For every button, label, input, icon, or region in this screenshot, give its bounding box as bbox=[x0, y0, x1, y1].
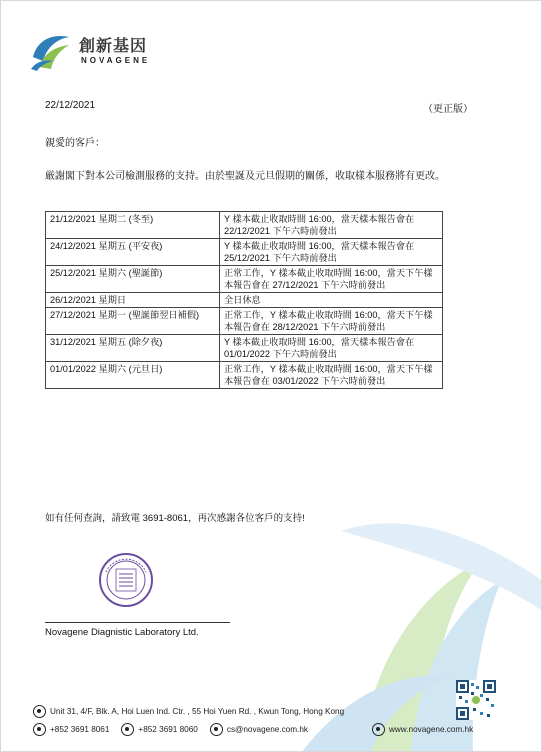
greeting: 親愛的客戶： bbox=[45, 138, 105, 149]
footer-address-row bbox=[33, 705, 344, 718]
footer-contact-row bbox=[33, 723, 485, 736]
web-icon bbox=[372, 723, 385, 736]
company-stamp bbox=[98, 552, 154, 608]
qr-code bbox=[456, 680, 496, 720]
schedule-note-cell: 全日休息 bbox=[220, 293, 443, 308]
brand-name-chinese: 創新基因 bbox=[79, 36, 148, 55]
email-icon bbox=[210, 723, 223, 736]
intro-paragraph: 厳謝閣下對本公司檢測服務的支持。由於聖誕及元旦假期的關係，收取樣本服務將有更改。 bbox=[45, 171, 445, 182]
table-row bbox=[46, 335, 443, 362]
revised-label: （更正版） bbox=[423, 104, 473, 115]
table-row bbox=[46, 293, 443, 308]
table-row bbox=[46, 266, 443, 293]
letter-date: 22/12/2021 bbox=[45, 100, 96, 111]
schedule-date-cell: 27/12/2021 星期一 (聖誕節翌日補假) bbox=[46, 308, 220, 335]
schedule-date-cell: 26/12/2021 星期日 bbox=[46, 293, 220, 308]
footer-address: Unit 31, 4/F, Blk. A, Hoi Luen Ind. Ctr. , 55 Hoi Yuen Rd. , Kwun Tong, Hong Kong bbox=[50, 707, 345, 716]
table-row bbox=[46, 362, 443, 389]
fax-icon bbox=[121, 723, 134, 736]
location-icon bbox=[33, 705, 46, 718]
footer-phone: +852 3691 8061 bbox=[50, 725, 110, 734]
contact-line: 如有任何查詢，請致電 3691-8061，再次感謝各位客戶的支持! bbox=[45, 513, 305, 524]
table-row bbox=[46, 212, 443, 239]
schedule-note-cell: Y 樣本截止收取時間 16:00，當天樣本報告會在 25/12/2021 下午六時前發出 bbox=[220, 239, 443, 266]
footer-email: cs@novagene.com.hk bbox=[226, 725, 308, 734]
table-row bbox=[46, 308, 443, 335]
table-row bbox=[46, 239, 443, 266]
signature-line bbox=[45, 622, 230, 623]
holiday-schedule-table bbox=[45, 211, 443, 389]
schedule-note-cell: 正常工作，Y 樣本截止收取時間 16:00，當天下午樣本報告會在 27/12/2021 下午六時前發出 bbox=[220, 266, 443, 293]
schedule-note-cell: 正常工作，Y 樣本截止收取時間 16:00，當天下午樣本報告會在 28/12/2021 下午六時前發出 bbox=[220, 308, 443, 335]
schedule-note-cell: 正常工作，Y 樣本截止收取時間 16:00，當天下午樣本報告會在 03/01/2022 下午六時前發出 bbox=[220, 362, 443, 389]
phone-icon bbox=[33, 723, 46, 736]
schedule-date-cell: 01/01/2022 星期六 (元旦日) bbox=[46, 362, 220, 389]
footer-fax: +852 3691 8060 bbox=[138, 725, 198, 734]
schedule-date-cell: 31/12/2021 星期五 (除夕夜) bbox=[46, 335, 220, 362]
schedule-date-cell: 25/12/2021 星期六 (聖誕節) bbox=[46, 266, 220, 293]
schedule-date-cell: 21/12/2021 星期二 (冬至) bbox=[46, 212, 220, 239]
schedule-note-cell: Y 樣本截止收取時間 16:00，當天樣本報告會在 01/01/2022 下午六時前發出 bbox=[220, 335, 443, 362]
brand-name-english: NOVAGENE bbox=[81, 56, 151, 65]
schedule-note-cell: Y 樣本截止收取時間 16:00，當天樣本報告會在 22/12/2021 下午六時前發出 bbox=[220, 212, 443, 239]
schedule-date-cell: 24/12/2021 星期五 (平安夜) bbox=[46, 239, 220, 266]
company-logo bbox=[29, 27, 179, 75]
logo-mark-icon bbox=[29, 27, 75, 73]
footer-website: www.novagene.com.hk bbox=[388, 725, 474, 734]
company-name: Novagene Diagnistic Laboratory Ltd. bbox=[45, 627, 199, 638]
